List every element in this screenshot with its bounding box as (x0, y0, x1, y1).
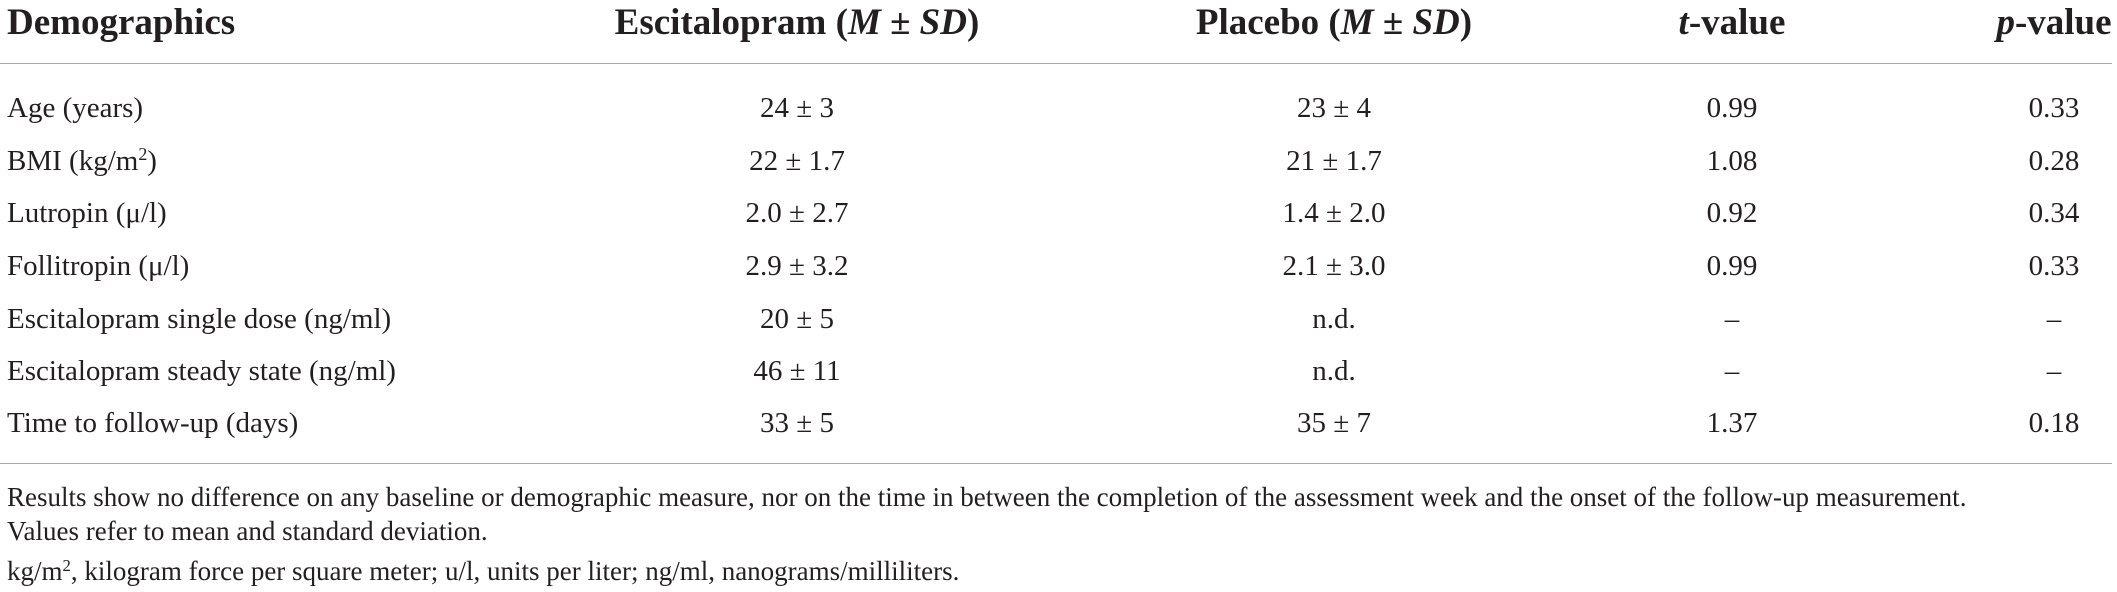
row-placebo-value: 2.1 ± 3.0 (1282, 250, 1386, 282)
row-t-value: – (1724, 355, 1740, 387)
header-escitalopram-m: M (847, 2, 881, 43)
row-placebo-value: n.d. (1312, 303, 1356, 335)
footnote-abbreviations-rest: , kilogram force per square meter; u/l, units per liter; ng/ml, nanograms/milliliters. (70, 556, 960, 586)
row-t-value: 0.99 (1706, 250, 1758, 282)
row-p-value: – (2046, 355, 2062, 387)
footnote-values: Values refer to mean and standard deviation. (7, 516, 488, 546)
row-p-value: 0.33 (2028, 250, 2080, 282)
row-p-value: 0.28 (2028, 145, 2080, 177)
header-p-value (1996, 0, 2111, 46)
row-escitalopram-value: 2.9 ± 3.2 (745, 250, 849, 282)
row-escitalopram-value: 24 ± 3 (760, 92, 834, 124)
footnote-results: Results show no difference on any baseline or demographic measure, nor on the time in between the completion of the assessment week and the onset of the follow-up measurement. (7, 482, 1967, 512)
row-t-value: 0.99 (1706, 92, 1758, 124)
header-placebo (1196, 0, 1472, 46)
row-label: Follitropin (μ/l) (7, 250, 190, 282)
row-label-superscript: 2 (138, 144, 148, 165)
row-placebo-value: 21 ± 1.7 (1286, 145, 1382, 177)
header-escitalopram-sd: SD (919, 2, 967, 43)
table-header-row (0, 0, 2117, 46)
header-placebo-pm: ± (1373, 2, 1413, 43)
row-placebo-value: 1.4 ± 2.0 (1282, 197, 1386, 229)
footnote-abbreviations (7, 554, 959, 588)
row-p-value: 0.18 (2028, 407, 2080, 439)
row-t-value: 1.08 (1706, 145, 1758, 177)
row-escitalopram-value: 20 ± 5 (760, 303, 834, 335)
footnote-abbreviations-superscript: 2 (62, 555, 71, 575)
header-escitalopram-suffix: ) (966, 2, 980, 43)
table-row (0, 193, 2117, 233)
row-label: Time to follow-up (days) (7, 407, 299, 439)
row-label: Escitalopram single dose (ng/ml) (7, 303, 392, 335)
header-p-value-italic: p (1996, 2, 2015, 43)
row-placebo-value: n.d. (1312, 355, 1356, 387)
table-row (0, 299, 2117, 339)
header-t-value (1679, 0, 1786, 46)
header-escitalopram-pm: ± (880, 2, 920, 43)
header-rule (0, 63, 2112, 64)
row-label: Escitalopram steady state (ng/ml) (7, 355, 396, 387)
row-placebo-value: 23 ± 4 (1297, 92, 1371, 124)
header-t-value-rest: -value (1688, 2, 1786, 43)
header-placebo-sd: SD (1412, 2, 1460, 43)
header-p-value-rest: -value (2014, 2, 2112, 43)
row-label: Age (years) (7, 92, 144, 124)
table-bottom-rule (0, 463, 2112, 464)
row-label-text: BMI (kg/m (7, 145, 139, 177)
row-escitalopram-value: 2.0 ± 2.7 (745, 197, 849, 229)
header-escitalopram (615, 0, 980, 46)
header-placebo-suffix: ) (1459, 2, 1473, 43)
row-t-value: 0.92 (1706, 197, 1758, 229)
row-escitalopram-value: 46 ± 11 (753, 355, 841, 387)
table-row (0, 246, 2117, 286)
row-t-value: 1.37 (1706, 407, 1758, 439)
row-p-value: – (2046, 303, 2062, 335)
table-row (0, 403, 2117, 443)
header-demographics: Demographics (7, 2, 236, 43)
row-label-close: ) (147, 145, 157, 177)
footnote-abbreviations-prefix: kg/m (7, 556, 63, 586)
row-p-value: 0.33 (2028, 92, 2080, 124)
row-escitalopram-value: 22 ± 1.7 (749, 145, 845, 177)
header-placebo-m: M (1340, 2, 1374, 43)
table-row (0, 88, 2117, 128)
row-label: Lutropin (μ/l) (7, 197, 167, 229)
row-label (7, 141, 157, 184)
row-escitalopram-value: 33 ± 5 (760, 407, 834, 439)
table-row (0, 351, 2117, 391)
table-row (0, 141, 2117, 181)
row-t-value: – (1724, 303, 1740, 335)
header-escitalopram-prefix: Escitalopram ( (614, 2, 848, 43)
row-p-value: 0.34 (2028, 197, 2080, 229)
row-placebo-value: 35 ± 7 (1297, 407, 1371, 439)
header-placebo-prefix: Placebo ( (1195, 2, 1341, 43)
header-t-value-italic: t (1678, 2, 1689, 43)
